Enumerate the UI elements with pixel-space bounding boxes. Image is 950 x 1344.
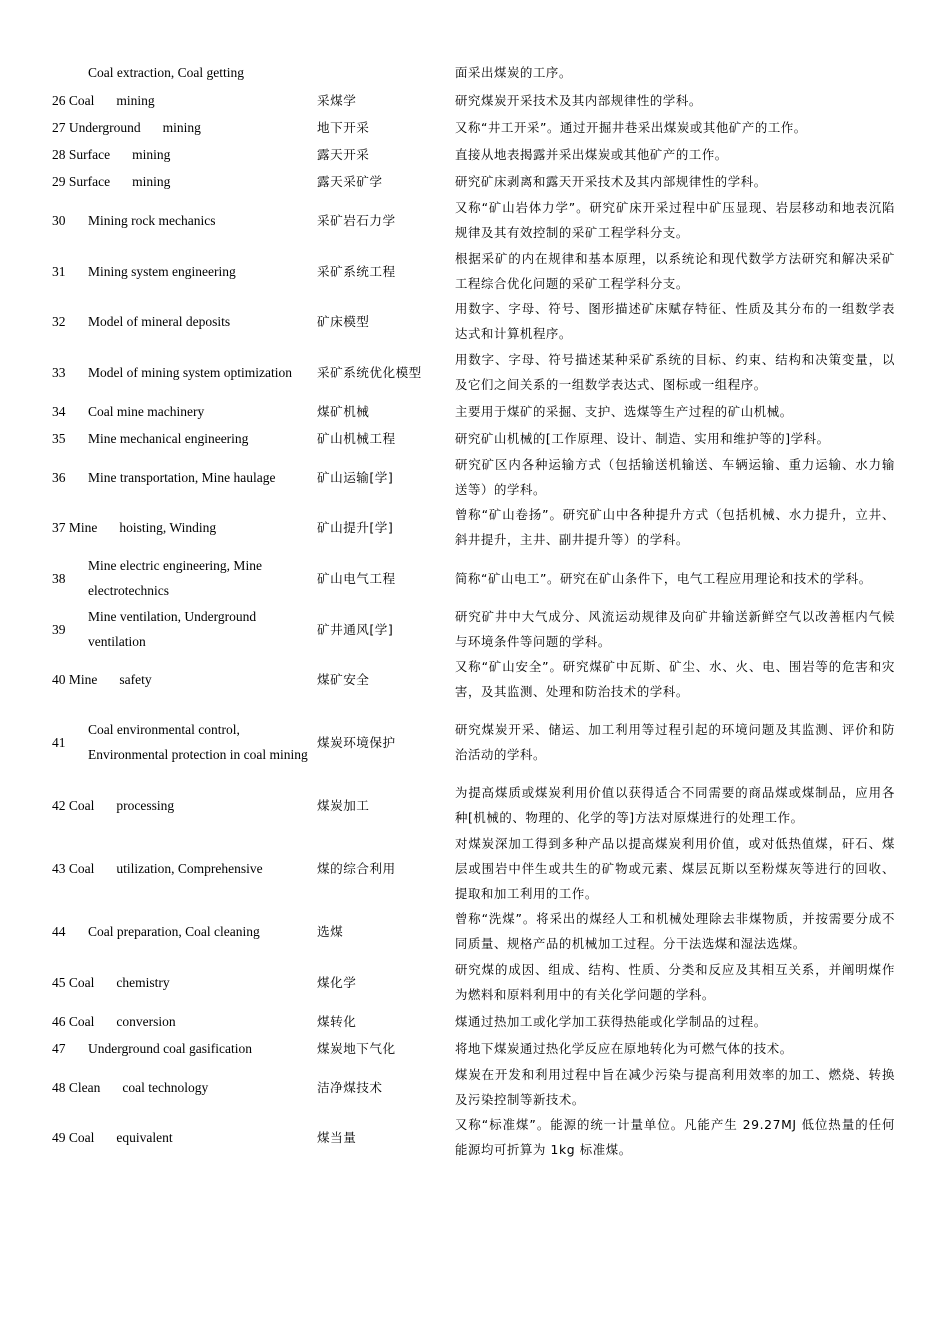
- term-definition: 用数字、字母、符号、图形描述矿床赋存特征、性质及其分布的一组数学表达式和计算机程序。: [455, 301, 895, 341]
- glossary-row: [0, 452, 950, 502]
- term-chinese: 露天开采: [317, 146, 370, 162]
- term-chinese: 洁净煤技术: [317, 1079, 383, 1095]
- term-english: mining: [132, 146, 171, 162]
- term-number: 38: [52, 570, 66, 586]
- glossary-row: [0, 1112, 950, 1162]
- glossary-row: [0, 705, 950, 780]
- term-english: Coal preparation, Coal cleaning: [88, 923, 260, 939]
- term-chinese: 煤转化: [317, 1013, 357, 1029]
- term-english: mining: [162, 119, 201, 135]
- glossary-row: [0, 906, 950, 956]
- glossary-row: [0, 195, 950, 245]
- term-definition: 煤通过热加工或化学加工获得热能或化学制品的过程。: [455, 1013, 767, 1029]
- term-definition: 又称“矿山安全”。研究煤矿中瓦斯、矿尘、水、火、电、围岩等的危害和灾害，及其监测、处理和防治技术的学科。: [455, 659, 895, 699]
- term-chinese: 煤炭地下气化: [317, 1040, 396, 1056]
- term-english: mining: [116, 92, 155, 108]
- term-number: 43 Coal: [52, 860, 95, 876]
- term-number: 46 Coal: [52, 1013, 95, 1029]
- glossary-row: [0, 780, 950, 830]
- term-number: 49 Coal: [52, 1129, 95, 1145]
- glossary-row: [0, 654, 950, 704]
- term-definition: 对煤炭深加工得到多种产品以提高煤炭利用价值，或对低热值煤，矸石、煤层或围岩中伴生或共生的矿物或元素、煤层瓦斯以至粉煤灰等进行的回收、提取和加工利用的工作。: [455, 835, 895, 901]
- glossary-row: [0, 426, 950, 451]
- glossary-row: [0, 347, 950, 397]
- term-definition: 根据采矿的内在规律和基本原理，以系统论和现代数学方法研究和解决采矿工程综合优化问题的采矿工程学科分支。: [455, 251, 895, 291]
- term-definition: 煤炭在开发和利用过程中旨在减少污染与提高利用效率的加工、燃烧、转换及污染控制等新技术。: [455, 1067, 895, 1107]
- term-number: 44: [52, 923, 66, 939]
- term-chinese: 采矿系统工程: [317, 263, 396, 279]
- term-definition: 面采出煤炭的工序。: [455, 64, 572, 80]
- glossary-row: [0, 604, 950, 654]
- term-chinese: 选煤: [317, 923, 344, 939]
- term-number: 31: [52, 263, 66, 279]
- term-number: 41: [52, 734, 66, 750]
- term-definition: 主要用于煤矿的采掘、支护、选煤等生产过程的矿山机械。: [455, 403, 793, 419]
- term-number: 48 Clean: [52, 1079, 101, 1095]
- glossary-row: [0, 60, 950, 85]
- term-definition: 将地下煤炭通过热化学反应在原地转化为可燃气体的技术。: [455, 1040, 793, 1056]
- term-definition: 用数字、字母、符号描述某种采矿系统的目标、约束、结构和决策变量，以及它们之间关系的一组数学表达式、图标或一组程序。: [455, 352, 895, 392]
- term-english: Coal extraction, Coal getting: [88, 64, 244, 80]
- term-number: 27 Underground: [52, 119, 141, 135]
- term-chinese: 采煤学: [317, 92, 357, 108]
- term-english: Coal environmental control, Environmental protection in coal mining: [88, 722, 308, 762]
- term-number: 36: [52, 469, 66, 485]
- term-definition: 为提高煤质或煤炭利用价值以获得适合不同需要的商品煤或煤制品，应用各种[机械的、物理的、化学的等]方法对原煤进行的处理工作。: [455, 785, 895, 825]
- term-chinese: 矿山提升[学]: [317, 519, 394, 535]
- term-definition: 又称“井工开采”。通过开掘井巷采出煤炭或其他矿产的工作。: [455, 119, 807, 135]
- term-number: 35: [52, 430, 66, 446]
- term-chinese: 煤矿安全: [317, 671, 370, 687]
- glossary-row: [0, 553, 950, 603]
- term-chinese: 煤的综合利用: [317, 860, 396, 876]
- term-chinese: 矿山机械工程: [317, 430, 396, 446]
- term-definition: 又称“矿山岩体力学”。研究矿床开采过程中矿压显现、岩层移动和地表沉陷规律及其有效控制的采矿工程学科分支。: [455, 200, 895, 240]
- term-definition: 研究煤炭开采技术及其内部规律性的学科。: [455, 92, 702, 108]
- term-chinese: 地下开采: [317, 119, 370, 135]
- term-number: 45 Coal: [52, 974, 95, 990]
- term-english: Model of mineral deposits: [88, 313, 231, 329]
- term-number: 39: [52, 621, 66, 637]
- term-chinese: 矿床模型: [317, 313, 370, 329]
- glossary-row: [0, 246, 950, 296]
- term-definition: 曾称“洗煤”。将采出的煤经人工和机械处理除去非煤物质，并按需要分成不同质量、规格产品的机械加工过程。分干法选煤和湿法选煤。: [455, 911, 895, 951]
- term-number: 34: [52, 403, 66, 419]
- glossary-row: [0, 115, 950, 140]
- term-number: 33: [52, 364, 66, 380]
- term-number: 37 Mine: [52, 519, 98, 535]
- term-chinese: 煤当量: [317, 1129, 357, 1145]
- term-chinese: 矿山运输[学]: [317, 469, 394, 485]
- term-number: 28 Surface: [52, 146, 111, 162]
- term-english: chemistry: [116, 974, 170, 990]
- glossary-row: [0, 1062, 950, 1112]
- term-number: 30: [52, 212, 66, 228]
- term-number: 32: [52, 313, 66, 329]
- term-chinese: 煤矿机械: [317, 403, 370, 419]
- glossary-row: [0, 957, 950, 1007]
- term-english: processing: [116, 797, 175, 813]
- glossary-row: [0, 88, 950, 113]
- glossary-row: [0, 1009, 950, 1034]
- term-english: Mine electric engineering, Mine electrotechnics: [88, 558, 262, 598]
- term-number: 47: [52, 1040, 66, 1056]
- term-definition: 曾称“矿山卷扬”。研究矿山中各种提升方式（包括机械、水力提升，立井、斜井提升，主井、副井提升等）的学科。: [455, 507, 895, 547]
- term-english: conversion: [116, 1013, 176, 1029]
- term-definition: 又称“标准煤”。能源的统一计量单位。凡能产生 29.27MJ 低位热量的任何能源均可折算为 1kg 标准煤。: [455, 1117, 895, 1157]
- term-chinese: 煤炭加工: [317, 797, 370, 813]
- term-definition: 研究矿井中大气成分、风流运动规律及向矿井输送新鲜空气以改善框内气候与环境条件等问题的学科。: [455, 609, 895, 649]
- term-number: 40 Mine: [52, 671, 98, 687]
- glossary-row: [0, 399, 950, 424]
- term-english: equivalent: [116, 1129, 173, 1145]
- term-english: Mine ventilation, Underground ventilation: [88, 609, 257, 649]
- term-number: 29 Surface: [52, 173, 111, 189]
- term-chinese: 矿山电气工程: [317, 570, 396, 586]
- term-definition: 研究煤炭开采、储运、加工利用等过程引起的环境问题及其监测、评价和防治活动的学科。: [455, 722, 895, 762]
- term-english: Coal mine machinery: [88, 403, 205, 419]
- glossary-row: [0, 296, 950, 346]
- term-chinese: 煤化学: [317, 974, 357, 990]
- term-definition: 研究矿区内各种运输方式（包括输送机输送、车辆运输、重力运输、水力输送等）的学科。: [455, 457, 895, 497]
- term-english: Model of mining system optimization: [88, 364, 292, 380]
- term-english: Mine transportation, Mine haulage: [88, 469, 276, 485]
- term-english: mining: [132, 173, 171, 189]
- term-english: hoisting, Winding: [119, 519, 217, 535]
- glossary-row: [0, 169, 950, 194]
- term-definition: 直接从地表揭露并采出煤炭或其他矿产的工作。: [455, 146, 728, 162]
- term-number: 26 Coal: [52, 92, 95, 108]
- term-definition: 研究矿山机械的[工作原理、设计、制造、实用和维护等的]学科。: [455, 430, 830, 446]
- glossary-row: [0, 502, 950, 552]
- term-english: utilization, Comprehensive: [116, 860, 263, 876]
- glossary-row: [0, 142, 950, 167]
- term-english: Mining system engineering: [88, 263, 236, 279]
- glossary-row: [0, 1036, 950, 1061]
- term-chinese: 矿井通风[学]: [317, 621, 394, 637]
- term-definition: 简称“矿山电工”。研究在矿山条件下，电气工程应用理论和技术的学科。: [455, 570, 872, 586]
- glossary-row: [0, 831, 950, 906]
- term-definition: 研究煤的成因、组成、结构、性质、分类和反应及其相互关系，并阐明煤作为燃料和原料利用中的有关化学问题的学科。: [455, 962, 895, 1002]
- term-chinese: 煤炭环境保护: [317, 734, 396, 750]
- term-number: 42 Coal: [52, 797, 95, 813]
- term-english: coal technology: [122, 1079, 209, 1095]
- term-english: safety: [119, 671, 152, 687]
- term-english: Mining rock mechanics: [88, 212, 216, 228]
- term-english: Underground coal gasification: [88, 1040, 252, 1056]
- term-chinese: 露天采矿学: [317, 173, 383, 189]
- term-chinese: 采矿系统优化模型: [317, 364, 422, 380]
- term-english: Mine mechanical engineering: [88, 430, 249, 446]
- term-definition: 研究矿床剥离和露天开采技术及其内部规律性的学科。: [455, 173, 767, 189]
- term-chinese: 采矿岩石力学: [317, 212, 396, 228]
